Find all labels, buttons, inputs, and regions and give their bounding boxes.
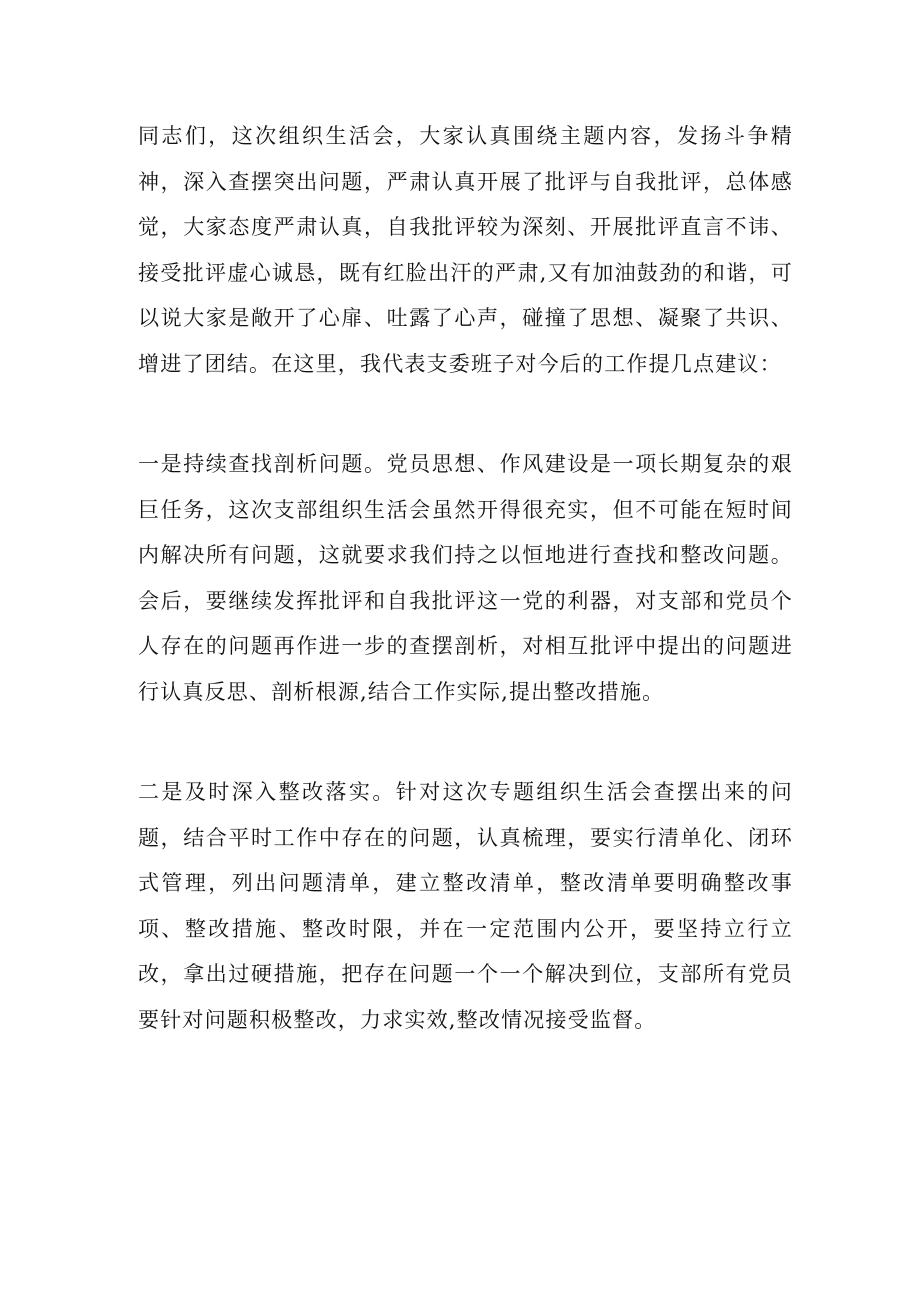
document-body: [138, 114, 793, 1043]
paragraph-spacer: [138, 387, 793, 442]
paragraph-point-one: 一是持续查找剖析问题。党员思想、作风建设是一项长期复杂的艰巨任务，这次支部组织生活会虽然开得很充实，但不可能在短时间内解决所有问题，这就要求我们持之以恒地进行查找和整改问题。会后，要继续发挥批评和自我批评这一党的利器，对支部和党员个人存在的问题再作进一步的查摆剖析，对相互批评中提出的问题进行认真反思、剖析根源,结合工作实际,提出整改措施。: [138, 452, 793, 704]
paragraph-opening: 同志们，这次组织生活会，大家认真围绕主题内容，发扬斗争精神，深入查摆突出问题，严肃认真开展了批评与自我批评，总体感觉，大家态度严肃认真，自我批评较为深刻、开展批评直言不讳、接受批评虚心诚恳，既有红脸出汗的严肃,又有加油鼓劲的和谐，可以说大家是敞开了心扉、吐露了心声，碰撞了思想、凝聚了共识、增进了团结。在这里，我代表支委班子对今后的工作提几点建议：: [138, 124, 793, 376]
paragraph-point-two: 二是及时深入整改落实。针对这次专题组织生活会查摆出来的问题，结合平时工作中存在的问题，认真梳理，要实行清单化、闭环式管理，列出问题清单，建立整改清单，整改清单要明确整改事项、整改措施、整改时限，并在一定范围内公开，要坚持立行立改，拿出过硬措施，把存在问题一个一个解决到位，支部所有党员要针对问题积极整改，力求实效,整改情况接受监督。: [138, 780, 793, 1032]
paragraph-spacer: [138, 715, 793, 770]
